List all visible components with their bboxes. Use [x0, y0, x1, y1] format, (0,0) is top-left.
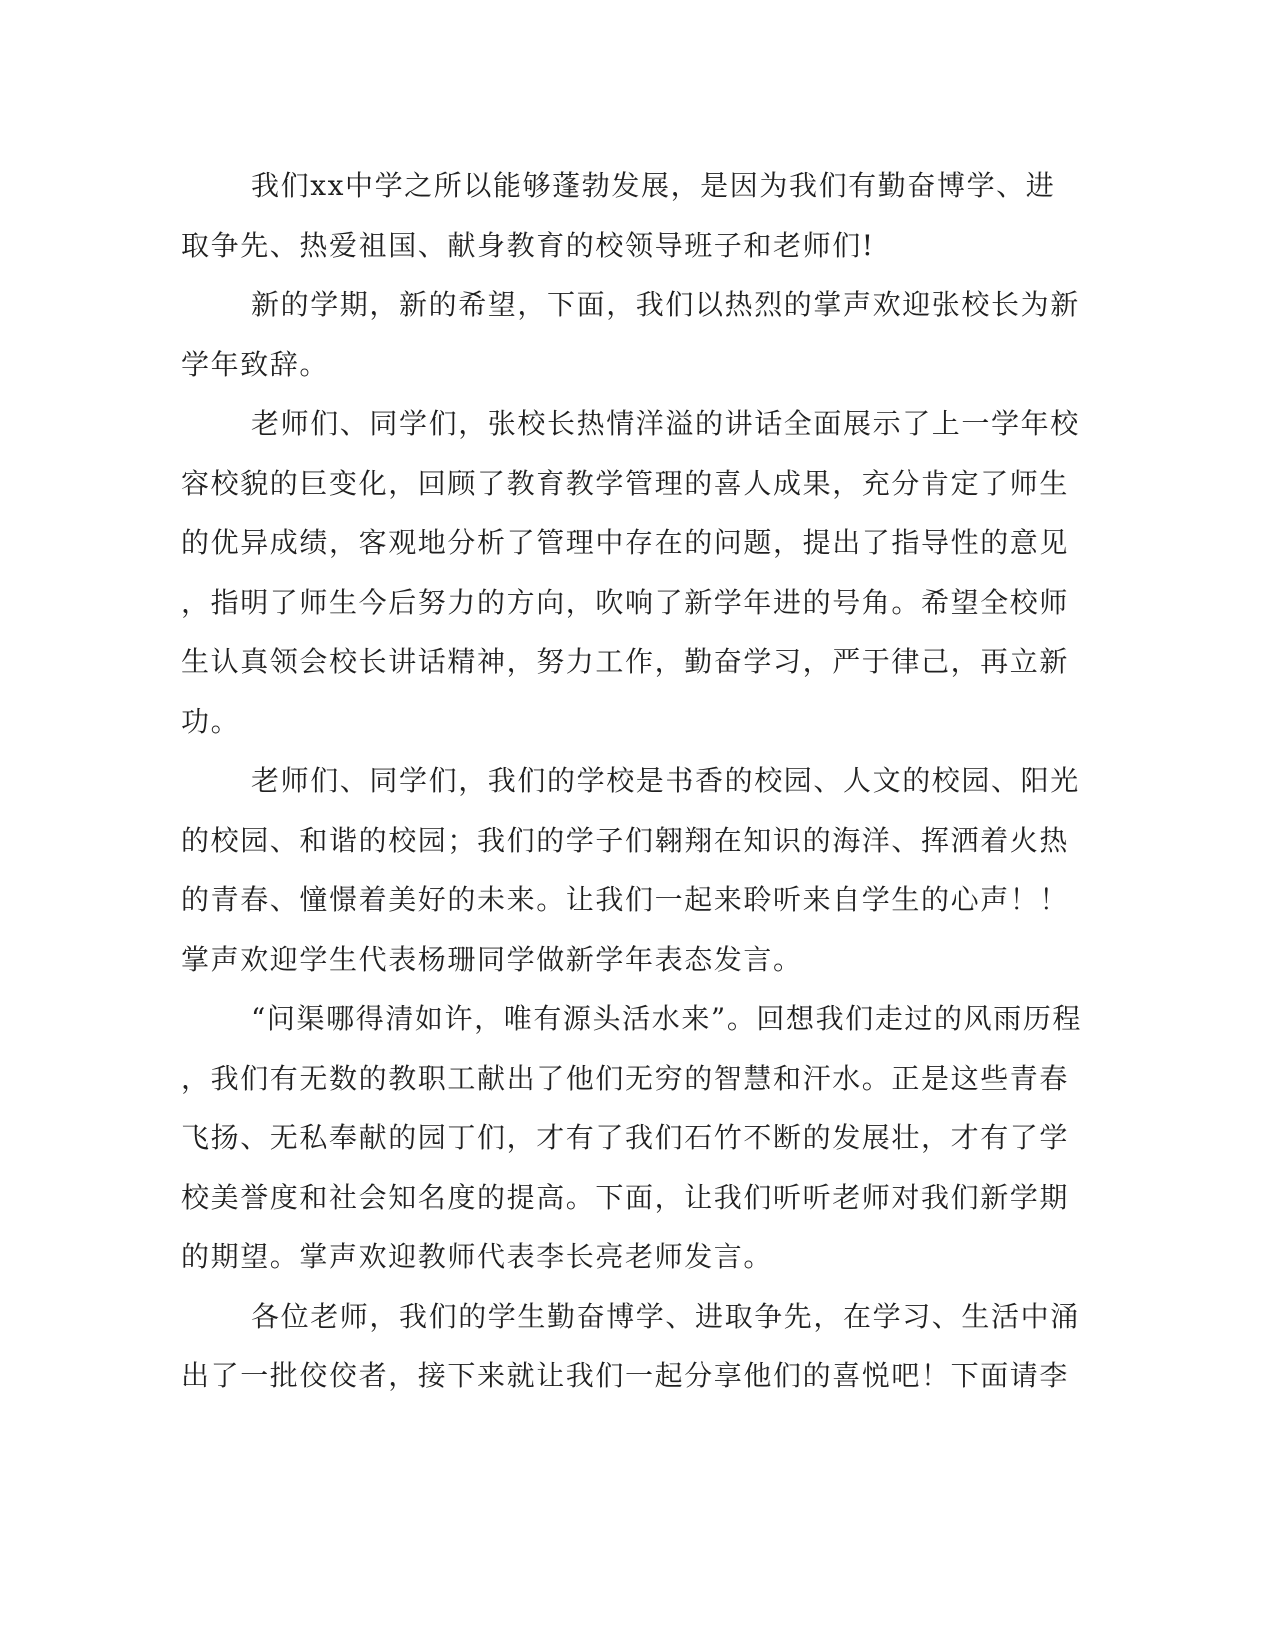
paragraph-3 — [181, 394, 1080, 751]
paragraph-line: 掌声欢迎学生代表杨珊同学做新学年表态发言。 — [181, 942, 803, 976]
paragraph-6 — [181, 1287, 1080, 1406]
paragraph-line: 容校貌的巨变化，回顾了教育教学管理的喜人成果，充分肯定了师生 — [181, 466, 1070, 500]
paragraph-line: 的期望。掌声欢迎教师代表李长亮老师发言。 — [181, 1240, 774, 1273]
paragraph-line: 的校园、和谐的校园；我们的学子们翱翔在知识的海洋、挥洒着火热 — [181, 823, 1070, 857]
paragraph-line: 生认真领会校长讲话精神，努力工作，勤奋学习，严于律己，再立新 — [181, 645, 1070, 678]
paragraph-5 — [181, 989, 1083, 1287]
paragraph-line: 新的学期，新的希望，下面，我们以热烈的掌声欢迎张校长为新 — [251, 288, 1080, 321]
paragraph-line: 的青春、憧憬着美好的未来。让我们一起来聆听来自学生的心声！！ — [181, 883, 1070, 916]
paragraph-1 — [181, 156, 1056, 275]
paragraph-line: “问渠哪得清如许，唯有源头活水来”。回想我们走过的风雨历程 — [251, 1002, 1083, 1035]
paragraph-line: 取争先、热爱祖国、献身教育的校领导班子和老师们! — [181, 228, 875, 262]
paragraph-line: 功。 — [181, 704, 241, 738]
paragraph-line: ，指明了师生今后努力的方向，吹响了新学年进的号角。希望全校师 — [181, 585, 1070, 619]
paragraph-line: 各位老师，我们的学生勤奋博学、进取争先，在学习、生活中涌 — [251, 1299, 1080, 1333]
paragraph-line: 的优异成绩，客观地分析了管理中存在的问题，提出了指导性的意见 — [181, 526, 1070, 559]
paragraph-line: ，我们有无数的教职工献出了他们无穷的智慧和汗水。正是这些青春 — [181, 1061, 1070, 1095]
paragraph-line: 校美誉度和社会知名度的提高。下面，让我们听听老师对我们新学期 — [181, 1180, 1070, 1214]
paragraph-line: 飞扬、无私奉献的园丁们，才有了我们石竹不断的发展壮，才有了学 — [181, 1121, 1070, 1154]
paragraph-line: 我们xx中学之所以能够蓬勃发展，是因为我们有勤奋博学、进 — [251, 169, 1056, 202]
document-body — [181, 156, 1083, 1406]
paragraph-4 — [181, 751, 1080, 989]
paragraph-line: 老师们、同学们，张校长热情洋溢的讲话全面展示了上一学年校 — [251, 407, 1080, 440]
paragraph-line: 老师们、同学们，我们的学校是书香的校园、人文的校园、阳光 — [251, 764, 1080, 797]
paragraph-line: 出了一批佼佼者，接下来就让我们一起分享他们的喜悦吧！下面请李 — [181, 1359, 1070, 1392]
paragraph-2 — [181, 275, 1080, 394]
paragraph-line: 学年致辞。 — [181, 347, 330, 381]
